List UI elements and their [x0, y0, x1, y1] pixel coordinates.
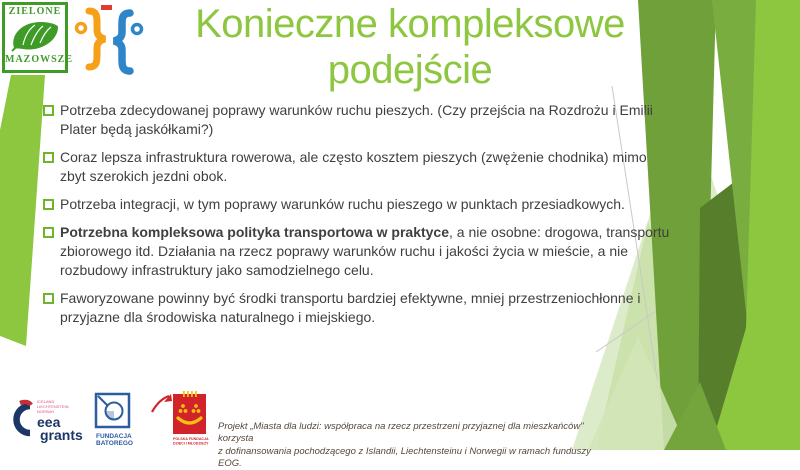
pfdim-tick-4 [195, 391, 197, 397]
pfdim-tick-3 [191, 391, 193, 397]
square-bullet-icon [43, 105, 54, 116]
bullet-item [42, 289, 674, 327]
bullet-item [42, 101, 674, 139]
pfdim-tick-1 [183, 391, 185, 397]
pfdim-tick-2 [187, 391, 189, 397]
square-bullet-icon [43, 152, 54, 163]
pfdim-text-line1: POLSKA FUNDACJA [173, 437, 209, 441]
bullet-item [42, 148, 674, 186]
slide-title: Konieczne kompleksowe podejście [195, 2, 625, 92]
bullet-item [42, 223, 674, 280]
caption-line-2: z dofinansowania pochodzącego z Islandii, Liechtensteinu i Norwegii w ramach funduszy EOG. [218, 445, 591, 470]
bullet-item [42, 195, 674, 214]
bullet-text: Potrzeba zdecydowanej poprawy warunków ruchu pieszych. (Czy przejścia na Rozdrożu i Emilii Plater będą jaskółkami?) [60, 102, 653, 138]
blue-brace-icon [114, 13, 130, 71]
orange-ring-icon [77, 24, 86, 33]
eea-grants-logo [8, 397, 94, 443]
batory-text-line1: FUNDACJA [96, 433, 132, 440]
bullet-text: Coraz lepsza infrastruktura rowerowa, ale często kosztem pieszych (zwężenie chodnika) mimo zbyt szerokich jezdni obok. [60, 149, 647, 185]
eea-country-1: ICELAND [37, 399, 55, 404]
bullet-text: Faworyzowane powinny być środki transportu bardziej efektywne, mniej przestrzeniochłonne i przyjazne dla środowiska naturalnego i miejskiego. [60, 290, 641, 326]
batory-text-line2: BATOREGO [96, 440, 133, 447]
eea-wordmark-line1: eea [37, 414, 61, 430]
pfdim-text-line2: DZIECI I MŁODZIEŻY [173, 441, 209, 446]
pfdim-logo [150, 390, 214, 448]
square-bullet-icon [43, 293, 54, 304]
pfdim-square-icon [173, 394, 206, 434]
project-funding-caption [218, 421, 600, 470]
caption-line-1: Projekt „Miasta dla ludzi: współpraca na rzecz przestrzeni przyjaznej dla mieszkańców" korzysta [218, 421, 584, 445]
braces-icon [74, 4, 146, 74]
bullet-text: , a nie osobne: drogowa, transportu zbiorowego itd. Działania na rzecz poprawy warunków ruchu i jakości życia w mieście, a nie rozbudowy infrastruktury jako samodzielnego celu. [60, 224, 670, 279]
eea-wordmark-line2: grants [40, 427, 83, 443]
eea-country-2: LIECHTENSTEIN [37, 404, 69, 409]
zm-logo-text-top: ZIELONE [8, 6, 62, 17]
eea-country-3: NORWAY [37, 409, 55, 414]
bullet-text: Potrzeba integracji, w tym poprawy warunków ruchu pieszego w punktach przesiadkowych. [60, 196, 625, 213]
square-bullet-icon [43, 227, 54, 238]
square-bullet-icon [43, 199, 54, 210]
fundacja-batorego-logo [94, 392, 140, 448]
eea-swoosh-icon [17, 406, 31, 433]
blue-ring-icon [133, 25, 142, 34]
zielone-mazowsze-logo [2, 2, 74, 73]
pfdim-swoosh-icon [152, 396, 169, 412]
zm-logo-text-bottom: MAZOWSZE [5, 54, 74, 65]
leaf-icon [9, 18, 61, 54]
bullet-list [42, 101, 674, 336]
bullet-lead-text: Potrzebna kompleksowa polityka transportowa w praktyce [60, 224, 449, 241]
orange-brace-icon [89, 11, 105, 67]
red-dash-icon [101, 5, 112, 10]
